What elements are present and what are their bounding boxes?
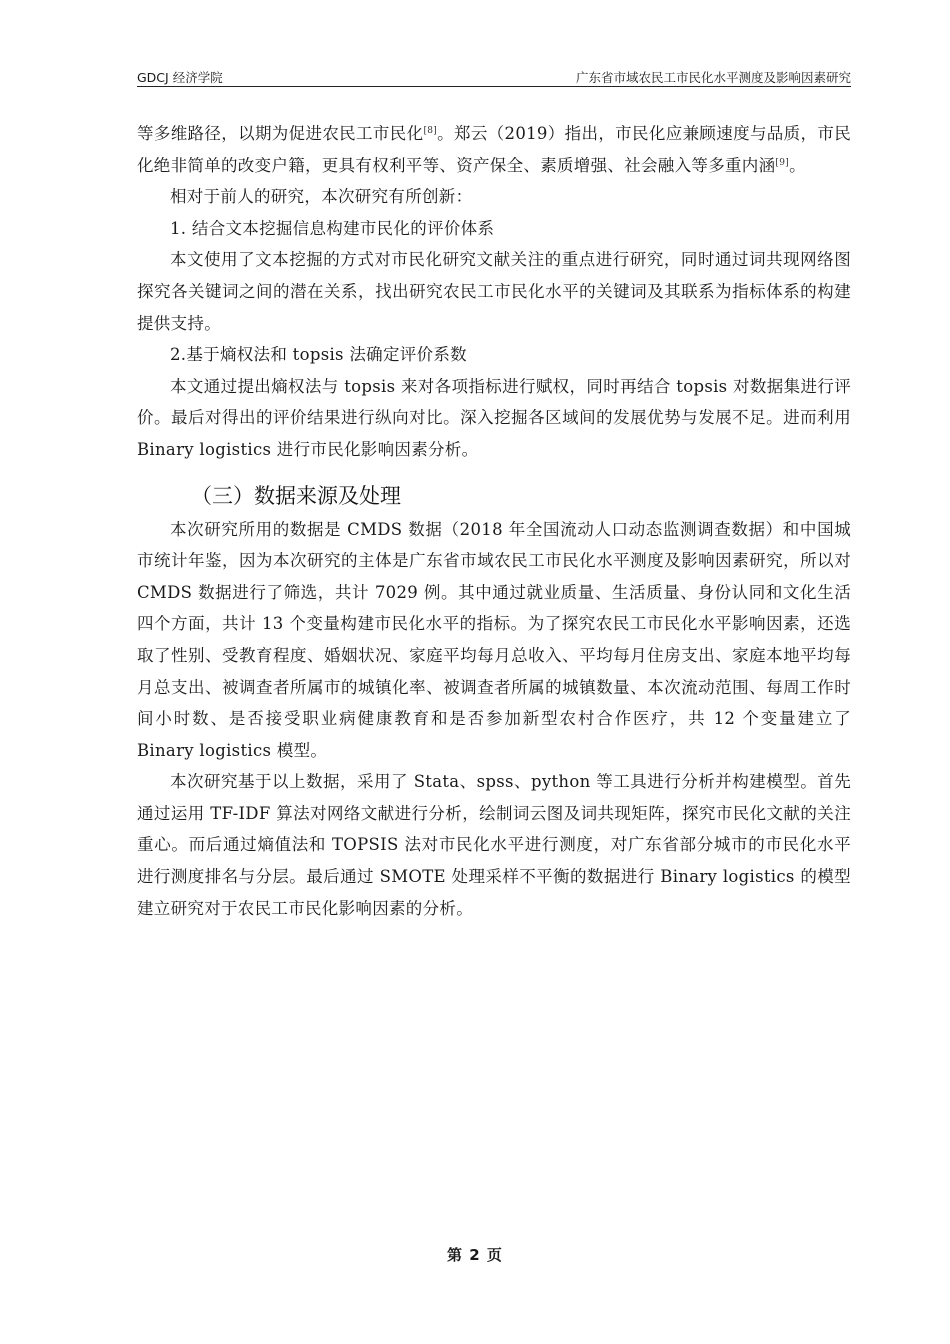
paragraph-text: 。郑云（2019）指出，市民化应兼顾速度与品质，市民化绝非简单的改变户籍，更具有权利平等、资产保全、素质增强、社会融入等多重内涵 [137,124,851,175]
paragraph-text-mining: 本文使用了文本挖掘的方式对市民化研究文献关注的重点进行研究，同时通过词共现网络图探究各关键词之间的潜在关系，找出研究农民工市民化水平的关键词及其联系为指标体系的构建提供支持。 [137,250,851,333]
header-institution: GDCJ 经济学院 [137,70,223,85]
header-paper-title: 广东省市域农民工市民化水平测度及影响因素研究 [575,70,851,85]
paragraph-continuation [137,118,851,181]
section-heading-data-source: （三）数据来源及处理 [191,483,401,508]
page-header [137,66,851,87]
citation-ref-8[interactable]: [8] [423,126,438,136]
paragraph-text: 。 [789,155,806,175]
paragraph-data-source: 本次研究所用的数据是 CMDS 数据（2018 年全国流动人口动态监测调查数据）和中国城市统计年鉴，因为本次研究的主体是广东省市域农民工市民化水平测度及影响因素研究，所以对 CMDS 数据进行了筛选，共计 7029 例。其中通过就业质量、生活质量、身份认同和文化生活四个方面，共计 13 个变量构建市民化水平的指标。为了探究农民工市民化水平影响因素，还选取了性别、受教育程度、婚姻状况、家庭平均每月总收入、平均每月住房支出、家庭本地平均每月总支出、被调查者所属市的城镇化率、被调查者所属的城镇数量、本次流动范围、每周工作时间小时数、是否接受职业病健康教育和是否参加新型农村合作医疗，共 12 个变量建立了 Binary logistics 模型。 [137,519,851,760]
innovation-point-2: 2.基于熵权法和 topsis 法确定评价系数 [170,345,467,365]
innovation-point-1: 1. 结合文本挖掘信息构建市民化的评价体系 [170,218,495,238]
paragraph-innovation-intro: 相对于前人的研究，本次研究有所创新： [170,187,473,207]
paragraph-text: 等多维路径，以期为促进农民工市民化 [137,124,424,143]
page-number: 第 2 页 [447,1246,503,1264]
citation-ref-9[interactable]: [9] [775,157,790,168]
paragraph-methodology: 本次研究基于以上数据，采用了 Stata、spss、python 等工具进行分析并构建模型。首先通过运用 TF-IDF 算法对网络文献进行分析，绘制词云图及词共现矩阵，探究市民化文献的关注重心。而后通过熵值法和 TOPSIS 法对市民化水平进行测度，对广东省部分城市的市民化水平进行测度排名与分层。最后通过 SMOTE 处理采样不平衡的数据进行 Binary logistics 的模型建立研究对于农民工市民化影响因素的分析。 [137,772,851,918]
page-body [137,118,851,924]
paragraph-entropy-topsis: 本文通过提出熵权法与 topsis 来对各项指标进行赋权，同时再结合 topsis 对数据集进行评价。最后对得出的评价结果进行纵向对比。深入挖掘各区域间的发展优势与发展不足。进而利用 Binary logistics 进行市民化影响因素分析。 [137,376,851,459]
